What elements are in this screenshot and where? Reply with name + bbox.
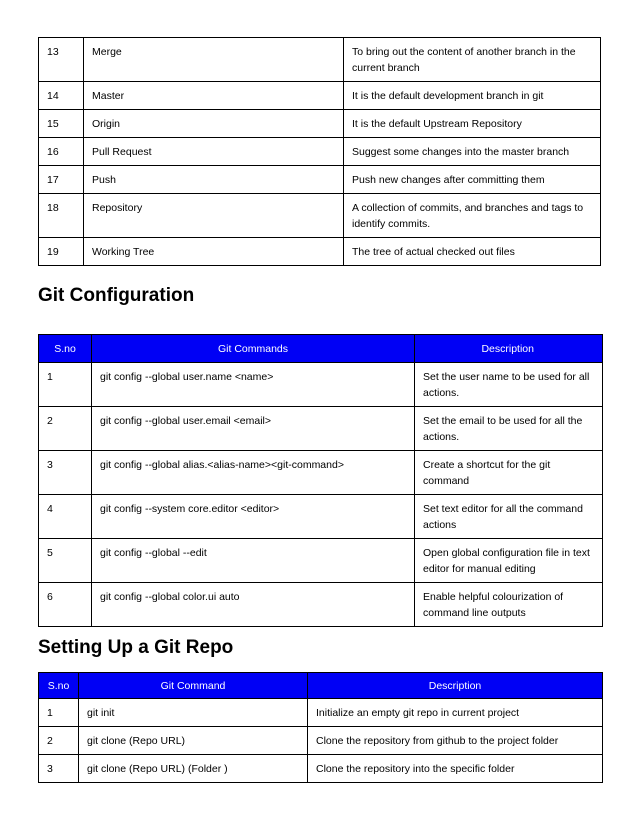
row-number: 14 bbox=[39, 82, 84, 110]
term-cell: Merge bbox=[84, 38, 344, 82]
term-cell: Working Tree bbox=[84, 238, 344, 266]
term-cell: Master bbox=[84, 82, 344, 110]
section-heading-setting-up-git-repo: Setting Up a Git Repo bbox=[38, 637, 234, 658]
row-number: 18 bbox=[39, 194, 84, 238]
term-cell: Pull Request bbox=[84, 138, 344, 166]
description-cell: Enable helpful colourization of command line outputs bbox=[415, 583, 603, 627]
command-cell: git config --global color.ui auto bbox=[92, 583, 415, 627]
term-cell: Push bbox=[84, 166, 344, 194]
table-row bbox=[39, 495, 603, 539]
command-cell: git config --global --edit bbox=[92, 539, 415, 583]
description-cell: Clone the repository from github to the project folder bbox=[308, 727, 603, 755]
column-header-sno: S.no bbox=[39, 673, 79, 699]
description-cell: Set text editor for all the command actions bbox=[415, 495, 603, 539]
table-row bbox=[39, 38, 601, 82]
description-cell: To bring out the content of another branch in the current branch bbox=[344, 38, 601, 82]
column-header-sno: S.no bbox=[39, 335, 92, 363]
column-header-commands: Git Commands bbox=[92, 335, 415, 363]
description-cell: Initialize an empty git repo in current project bbox=[308, 699, 603, 727]
table-row bbox=[39, 194, 601, 238]
table-row bbox=[39, 699, 603, 727]
description-cell: Open global configuration file in text editor for manual editing bbox=[415, 539, 603, 583]
row-number: 1 bbox=[39, 699, 79, 727]
table-row bbox=[39, 727, 603, 755]
row-number: 3 bbox=[39, 755, 79, 783]
command-cell: git config --global user.name <name> bbox=[92, 363, 415, 407]
row-number: 19 bbox=[39, 238, 84, 266]
row-number: 13 bbox=[39, 38, 84, 82]
command-cell: git clone (Repo URL) (Folder ) bbox=[79, 755, 308, 783]
glossary-table bbox=[38, 37, 601, 266]
row-number: 2 bbox=[39, 407, 92, 451]
section-heading-git-configuration: Git Configuration bbox=[38, 285, 195, 306]
description-cell: Push new changes after committing them bbox=[344, 166, 601, 194]
term-cell: Origin bbox=[84, 110, 344, 138]
table-row bbox=[39, 166, 601, 194]
table-row bbox=[39, 407, 603, 451]
table-row bbox=[39, 583, 603, 627]
git-configuration-table bbox=[38, 334, 603, 627]
table-row bbox=[39, 110, 601, 138]
description-cell: The tree of actual checked out files bbox=[344, 238, 601, 266]
row-number: 1 bbox=[39, 363, 92, 407]
description-cell: Set the user name to be used for all actions. bbox=[415, 363, 603, 407]
row-number: 4 bbox=[39, 495, 92, 539]
table-row bbox=[39, 451, 603, 495]
description-cell: It is the default Upstream Repository bbox=[344, 110, 601, 138]
table-row bbox=[39, 755, 603, 783]
description-cell: It is the default development branch in git bbox=[344, 82, 601, 110]
column-header-command: Git Command bbox=[79, 673, 308, 699]
row-number: 6 bbox=[39, 583, 92, 627]
description-cell: Clone the repository into the specific folder bbox=[308, 755, 603, 783]
table-header-row bbox=[39, 335, 603, 363]
column-header-description: Description bbox=[308, 673, 603, 699]
command-cell: git init bbox=[79, 699, 308, 727]
description-cell: Create a shortcut for the git command bbox=[415, 451, 603, 495]
table-row bbox=[39, 539, 603, 583]
table-row bbox=[39, 238, 601, 266]
table-row bbox=[39, 82, 601, 110]
description-cell: Suggest some changes into the master branch bbox=[344, 138, 601, 166]
term-cell: Repository bbox=[84, 194, 344, 238]
row-number: 17 bbox=[39, 166, 84, 194]
row-number: 3 bbox=[39, 451, 92, 495]
description-cell: A collection of commits, and branches and tags to identify commits. bbox=[344, 194, 601, 238]
row-number: 5 bbox=[39, 539, 92, 583]
table-header-row bbox=[39, 673, 603, 699]
command-cell: git config --global user.email <email> bbox=[92, 407, 415, 451]
git-repo-setup-table bbox=[38, 672, 603, 783]
command-cell: git clone (Repo URL) bbox=[79, 727, 308, 755]
column-header-description: Description bbox=[415, 335, 603, 363]
row-number: 15 bbox=[39, 110, 84, 138]
command-cell: git config --system core.editor <editor> bbox=[92, 495, 415, 539]
description-cell: Set the email to be used for all the actions. bbox=[415, 407, 603, 451]
table-row bbox=[39, 138, 601, 166]
table-row bbox=[39, 363, 603, 407]
row-number: 16 bbox=[39, 138, 84, 166]
command-cell: git config --global alias.<alias-name><git-command> bbox=[92, 451, 415, 495]
row-number: 2 bbox=[39, 727, 79, 755]
